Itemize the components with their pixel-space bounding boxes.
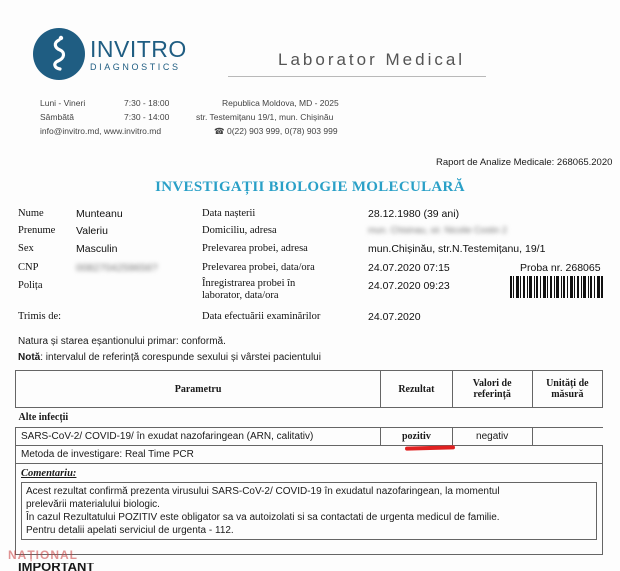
- comment-line-1: Acest rezultat confirmă prezenta virusului SARS-CoV-2/ COVID-19 în exudatul nazofaringean, la momentul: [26, 486, 500, 497]
- brand-name: INVITRO: [90, 36, 187, 62]
- registration-date-value: 24.07.2020 09:23: [368, 280, 450, 292]
- comment-box: [21, 482, 597, 540]
- row-units: [532, 428, 602, 446]
- lab-title: Laborator Medical: [278, 50, 466, 69]
- method-row: [16, 446, 603, 464]
- first-name-label: Prenume: [18, 225, 56, 236]
- domicile-label: Domiciliu, adresa: [202, 225, 277, 236]
- header-unitati: Unități de măsură: [532, 371, 602, 408]
- dob-label: Data nașterii: [202, 208, 256, 219]
- comment-label: Comentariu:: [21, 468, 77, 479]
- name-label: Nume: [18, 208, 44, 219]
- phone-numbers: 0(22) 903 999, 0(78) 903 999: [226, 126, 338, 136]
- exam-date-label: Data efectuării examinărilor: [202, 311, 321, 322]
- reference-note: [18, 352, 321, 363]
- sample-address-label: Prelevarea probei, adresa: [202, 243, 308, 254]
- cnp-value: 0082704259656?: [76, 262, 158, 274]
- section-alte-infectii: Alte infecții: [18, 412, 69, 423]
- address-country: Republica Moldova, MD - 2025: [222, 98, 339, 108]
- page-title: INVESTIGAȚII BIOLOGIE MOLECULARĂ: [155, 179, 465, 195]
- phone-icon: ☎: [214, 126, 225, 136]
- comment-line-4: Pentru detalii apelati serviciul de urgenta - 112.: [26, 525, 234, 536]
- sex-label: Sex: [18, 243, 34, 254]
- registration-label-line-2: laborator, data/ora: [202, 290, 279, 301]
- table-row: [16, 428, 603, 446]
- first-name-value: Valeriu: [76, 225, 108, 237]
- invitro-logo-icon: [33, 28, 85, 80]
- comment-line-2: prelevării materialului biologic.: [26, 499, 160, 510]
- nota-text: : intervalul de referință corespunde sexului și vârstei pacientului: [40, 352, 321, 363]
- sample-number: Proba nr. 268065: [520, 262, 601, 274]
- cut-heading: IMPORTANT: [18, 563, 95, 571]
- cnp-label: CNP: [18, 262, 39, 273]
- trimis-label: Trimis de:: [18, 311, 62, 322]
- sex-value: Masculin: [76, 243, 118, 255]
- header-valori: Valori de referință: [452, 371, 532, 408]
- sample-address-value: mun.Chișinău, str.N.Testemițanu, 19/1: [368, 243, 546, 255]
- section-row: [16, 408, 603, 428]
- contact-web: info@invitro.md, www.invitro.md: [40, 126, 162, 136]
- comment-line-3: În cazul Rezultatului POZITIV este obligator sa va autoizolati si sa contactati de urgenta medicul de familie.: [26, 512, 500, 523]
- dob-value: 28.12.1980 (39 ani): [368, 208, 460, 220]
- results-header-row: [16, 371, 603, 408]
- sample-date-value: 24.07.2020 07:15: [368, 262, 450, 274]
- address-street: str. Testemițanu 19/1, mun. Chișinău: [196, 112, 334, 122]
- hours-time-saturday: 7:30 - 14:00: [124, 112, 170, 122]
- watermark: NAȚIONAL: [8, 548, 78, 562]
- hours-days-weekdays: Luni - Vineri: [40, 98, 86, 108]
- row-parameter: SARS-CoV-2/ COVID-19/ în exudat nazofaringean (ARN, calitativ): [16, 428, 381, 446]
- brand-subtitle: DIAGNOSTICS: [90, 62, 181, 72]
- registration-label-line-1: Înregistrarea probei în: [202, 278, 296, 289]
- name-value: Munteanu: [76, 208, 123, 220]
- results-table: [15, 370, 603, 555]
- registration-label: [202, 278, 295, 302]
- header-divider: [228, 76, 486, 77]
- hours-time-weekdays: 7:30 - 18:00: [124, 98, 170, 108]
- polita-label: Polița: [18, 280, 43, 291]
- hours-days-saturday: Sâmbătă: [40, 112, 75, 122]
- comment-cell: [16, 464, 603, 555]
- barcode: [510, 276, 604, 298]
- sample-date-label: Prelevarea probei, data/ora: [202, 262, 315, 273]
- method-text: Metoda de investigare: Real Time PCR: [16, 446, 381, 464]
- header-parametru: Parametru: [16, 371, 381, 408]
- domicile-value: mun. Chisinau, sir. Nicolie Costin 2: [368, 225, 508, 235]
- comment-row: [16, 464, 603, 555]
- nota-label: Notă: [18, 352, 41, 363]
- report-number: Raport de Analize Medicale: 268065.2020: [436, 157, 613, 168]
- row-reference: negativ: [452, 428, 532, 446]
- header-rezultat: Rezultat: [381, 371, 452, 408]
- exam-date-value: 24.07.2020: [368, 311, 421, 323]
- sample-state-note: Natura și starea eșantionului primar: conformă.: [18, 336, 226, 347]
- phone-line: [214, 126, 338, 137]
- row-result: pozitiv: [381, 428, 452, 446]
